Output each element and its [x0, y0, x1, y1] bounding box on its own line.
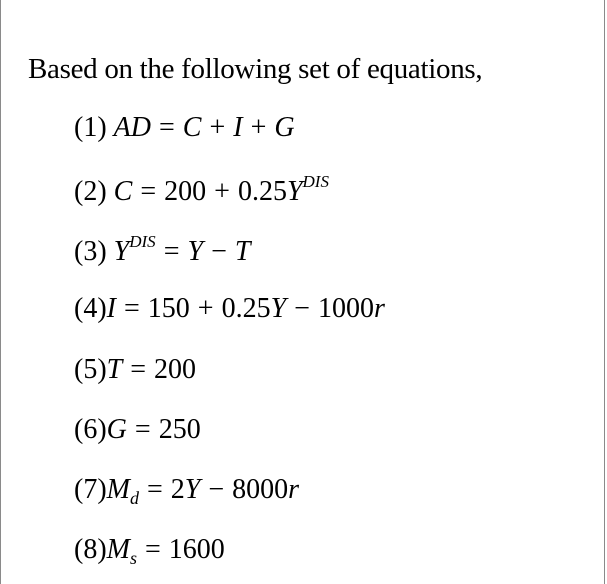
eq-label: (4) — [74, 293, 107, 324]
eq-label: (1) — [74, 112, 107, 143]
eq-superscript: DIS — [129, 232, 156, 251]
eq-operator: − — [294, 293, 310, 324]
eq-operator: + — [250, 112, 267, 143]
eq-lhs: I — [106, 293, 116, 324]
eq-label: (5) — [74, 354, 107, 385]
eq-label: (3) — [74, 236, 107, 267]
equation-5 — [74, 354, 196, 386]
eq-value: 1600 — [168, 534, 225, 565]
equals-sign: = — [134, 414, 151, 445]
eq-term: T — [234, 236, 251, 267]
equals-sign: = — [146, 474, 163, 505]
eq-coefficient: 1000 — [317, 293, 374, 324]
eq-label: (7) — [74, 474, 107, 505]
eq-operator: + — [209, 112, 226, 143]
eq-coefficient: 8000 — [232, 474, 289, 505]
eq-value: 200 — [154, 354, 197, 385]
eq-variable: r — [288, 474, 300, 505]
equation-1 — [74, 112, 295, 144]
eq-subscript: s — [129, 548, 137, 568]
equation-2 — [74, 172, 329, 208]
equals-sign: = — [145, 534, 161, 565]
eq-variable: Y — [184, 474, 201, 505]
eq-variable: r — [373, 293, 385, 324]
eq-label: (6) — [74, 414, 107, 445]
eq-operator: − — [208, 474, 225, 505]
equals-sign: = — [163, 236, 180, 267]
eq-constant: 150 — [147, 293, 190, 324]
eq-operator: − — [211, 236, 227, 267]
eq-coefficient: 2 — [170, 474, 185, 505]
equation-6 — [74, 414, 201, 446]
equals-sign: = — [123, 293, 140, 324]
equation-7 — [74, 474, 299, 509]
eq-lhs: G — [106, 414, 127, 445]
equation-4 — [74, 293, 385, 325]
eq-subscript: d — [129, 488, 139, 508]
eq-label: (2) — [74, 176, 107, 207]
eq-term: Y — [187, 236, 204, 267]
eq-label: (8) — [74, 534, 107, 565]
eq-term: C — [182, 112, 202, 143]
eq-lhs: T — [106, 354, 123, 385]
eq-lhs: C — [113, 176, 133, 207]
eq-coefficient: 0.25 — [221, 293, 271, 324]
eq-variable: Y — [270, 293, 287, 324]
eq-variable: Y — [286, 176, 303, 207]
eq-lhs: M — [106, 474, 130, 505]
equals-sign: = — [130, 354, 147, 385]
equals-sign: = — [158, 112, 175, 143]
eq-term: I — [233, 112, 243, 143]
eq-lhs: AD — [113, 112, 151, 143]
eq-operator: + — [197, 293, 214, 324]
eq-term: G — [274, 112, 295, 143]
equation-8 — [74, 534, 225, 569]
equals-sign: = — [140, 176, 157, 207]
eq-superscript: DIS — [302, 172, 329, 191]
eq-lhs: Y — [113, 236, 130, 267]
eq-coefficient: 0.25 — [237, 176, 287, 207]
eq-constant: 200 — [164, 176, 207, 207]
eq-operator: + — [214, 176, 230, 207]
equation-3 — [74, 232, 250, 268]
intro-text: Based on the following set of equations, — [28, 53, 483, 85]
eq-value: 250 — [158, 414, 201, 445]
eq-lhs: M — [106, 534, 130, 565]
